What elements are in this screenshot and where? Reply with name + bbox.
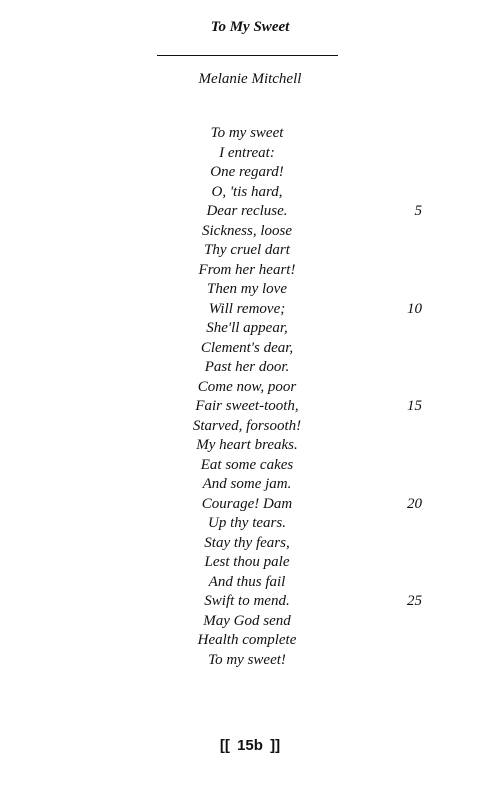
poem-line-text: Eat some cakes [200,456,294,473]
poem-line [0,592,500,612]
poem-line [0,397,500,417]
poem-line [0,339,500,359]
poem-line-text: To my sweet! [208,651,286,668]
poem-line [0,202,500,222]
poem-line-text: I entreat: [219,144,275,161]
poem-line [0,300,500,320]
poem-line-text: To my sweet [210,125,284,141]
poem-line [0,514,500,534]
poem-line-text: May God send [203,612,291,629]
poem-line-text: Up thy tears. [208,515,286,531]
poem-line-text: Thy cruel dart [204,242,290,258]
poem-line [0,631,500,651]
poem-line [0,163,500,183]
poem-line-text: Lest thou pale [204,554,290,570]
poem-line [0,651,500,671]
line-number: 5 [414,203,422,219]
poem-line [0,183,500,203]
poem-line-text: Swift to mend. [204,593,290,609]
poem-line-text: Past her door. [204,359,290,375]
poem-line [0,319,500,339]
poem-line-text: One regard! [210,164,284,180]
poem-line [0,124,500,144]
poem-line [0,280,500,300]
poem-line [0,261,500,281]
poem-line [0,144,500,164]
title-divider [157,55,338,56]
poem-line [0,222,500,242]
poem-line-text: My heart breaks. [196,437,298,453]
page-marker: [[ 15b ]] [219,737,281,754]
poem-line-text: O, 'tis hard, [211,183,283,200]
poem-line-text: Dear recluse. [206,203,288,219]
poem-line-text: From her heart! [198,261,296,278]
poem-line-text: Clement's dear, [200,339,294,356]
poem-line [0,475,500,495]
poem-line-text: Courage! Dam [201,495,293,512]
poem-line-text: She'll appear, [206,320,288,336]
poem-line [0,417,500,437]
poem-line [0,612,500,632]
poem-line [0,573,500,593]
poem-line-text: Health complete [197,632,297,648]
poem-line [0,241,500,261]
line-number: 15 [407,398,422,414]
poem-line [0,456,500,476]
poem-line [0,358,500,378]
poem-line-text: And thus fail [208,573,286,590]
poem-line-text: Starved, forsooth! [192,417,302,434]
poem-line-text: Will remove; [208,300,286,317]
poem-line-text: Then my love [207,281,287,297]
poem-line [0,534,500,554]
poem-line-text: Sickness, loose [202,222,292,239]
poem-author: Melanie Mitchell [198,71,302,87]
line-number: 25 [407,593,422,609]
poem-line-text: Come now, poor [197,378,297,395]
poem-line [0,436,500,456]
poem-line-text: Stay thy fears, [204,534,290,551]
poem-body [0,124,500,670]
poem-title: To My Sweet [210,19,290,35]
poem-line-text: And some jam. [202,476,292,492]
line-number: 10 [407,300,422,317]
poem-line [0,495,500,515]
poem-line-text: Fair sweet-tooth, [195,398,299,414]
line-number: 20 [407,495,422,512]
poem-line [0,378,500,398]
poem-line [0,553,500,573]
